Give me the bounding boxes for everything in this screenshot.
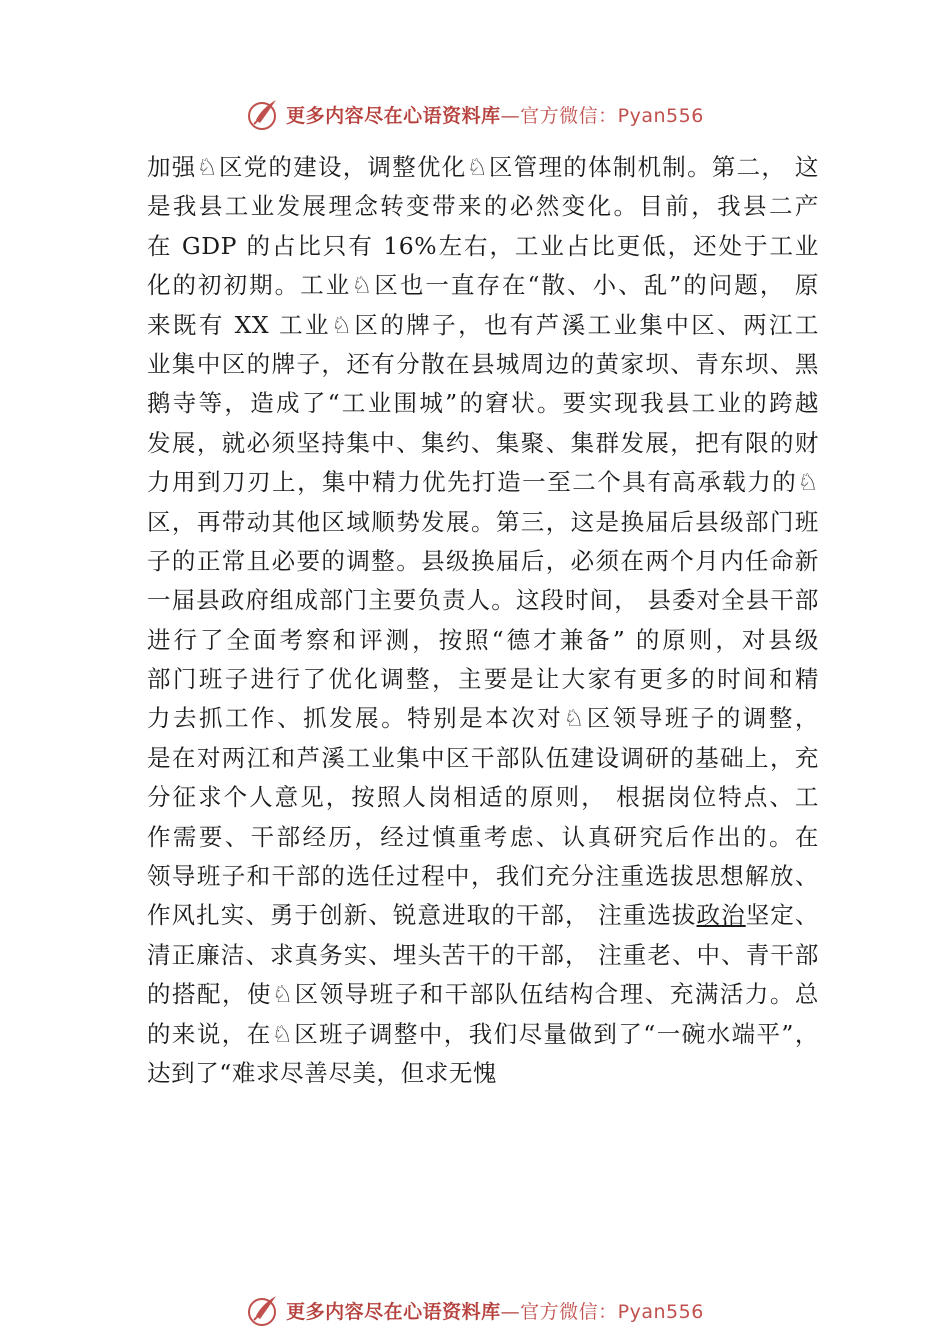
text-line: 力去抓工作、抓发展。特别是本次对♘区领导班子的调整， <box>147 704 819 733</box>
underlined-word: 政治 <box>696 901 746 930</box>
text-line: 领导班子和干部的选任过程中，我们充分注重选拔思想解放、 <box>147 862 819 891</box>
text-line: 来既有 XX 工业♘区的牌子，也有芦溪工业集中区、两江工 <box>147 310 819 339</box>
text-line-segment: 作风扎实、勇于创新、锐意进取的干部， 注重选拔 <box>147 901 697 930</box>
text-line: 达到了“难求尽善尽美，但求无愧 <box>147 1058 498 1087</box>
text-line: 的来说，在♘区班子调整中，我们尽量做到了“一碗水端平”， <box>147 1019 819 1048</box>
pen-nib-logo-icon <box>246 96 282 132</box>
footer-text <box>286 1297 704 1324</box>
text-line: 区，再带动其他区域顺势发展。第三，这是换届后县级部门班 <box>147 507 819 536</box>
text-line: 清正廉洁、求真务实、埋头苦干的干部， 注重老、中、青干部 <box>147 940 819 969</box>
footer-banner <box>0 1290 950 1330</box>
text-line: 部门班子进行了优化调整，主要是让大家有更多的时间和精 <box>147 665 819 694</box>
header-banner <box>0 94 950 134</box>
header-wechat: 官方微信：Pyan556 <box>520 104 704 127</box>
text-line: 是在对两江和芦溪工业集中区干部队伍建设调研的基础上，充 <box>147 743 819 772</box>
text-line: 进行了全面考察和评测，按照“德才兼备” 的原则，对县级 <box>147 625 819 654</box>
text-line: 发展，就必须坚持集中、集约、集聚、集群发展，把有限的财 <box>147 428 819 457</box>
text-line: 的搭配，使♘区领导班子和干部队伍结构合理、充满活力。总 <box>147 980 819 1009</box>
header-text <box>286 101 704 128</box>
document-body <box>147 148 819 1093</box>
text-line: 子的正常且必要的调整。县级换届后，必须在两个月内任命新 <box>147 546 819 575</box>
text-line: 加强♘区党的建设，调整优化♘区管理的体制机制。第二， 这 <box>147 153 819 181</box>
footer-brand: 更多内容尽在心语资料库 <box>286 1300 501 1323</box>
footer-wechat: 官方微信：Pyan556 <box>520 1300 704 1323</box>
text-line: 在 GDP 的占比只有 16%左右，工业占比更低，还处于工业 <box>147 231 819 260</box>
text-line-segment: 坚定、 <box>745 901 819 930</box>
text-line: 化的初初期。工业♘区也一直存在“散、小、乱”的问题， 原 <box>147 271 819 300</box>
text-line: 业集中区的牌子，还有分散在县城周边的黄家坝、青东坝、黑 <box>147 349 819 378</box>
text-line: 一届县政府组成部门主要负责人。这段时间， 县委对全县干部 <box>147 586 819 615</box>
header-separator: — <box>500 104 521 127</box>
header-brand: 更多内容尽在心语资料库 <box>286 104 501 127</box>
text-line: 分征求个人意见，按照人岗相适的原则， 根据岗位特点、工 <box>147 783 819 812</box>
footer-separator: — <box>500 1300 521 1323</box>
text-line: 作需要、干部经历，经过慎重考虑、认真研究后作出的。在 <box>147 822 819 851</box>
pen-nib-logo-icon <box>246 1292 282 1328</box>
text-line: 是我县工业发展理念转变带来的必然变化。目前，我县二产 <box>147 192 819 221</box>
text-line: 鹅寺等，造成了“工业围城”的窘状。要实现我县工业的跨越 <box>147 389 819 418</box>
text-line: 力用到刀刃上，集中精力优先打造一至二个具有高承载力的♘ <box>147 468 819 497</box>
text-line-with-underline <box>147 896 819 935</box>
